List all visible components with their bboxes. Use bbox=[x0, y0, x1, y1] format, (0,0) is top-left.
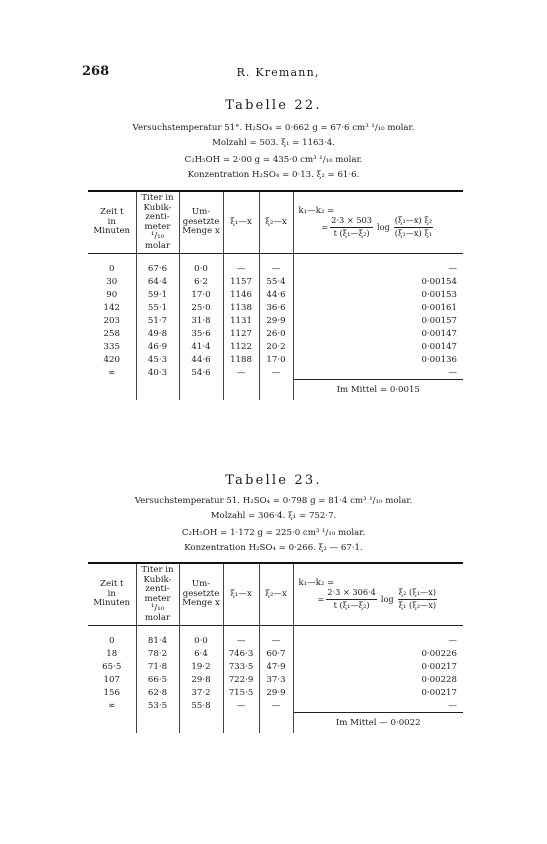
table-cell: 53·5 bbox=[136, 699, 179, 713]
col-header-converted bbox=[179, 563, 223, 626]
table-cell: 420 bbox=[103, 354, 120, 365]
page-number: 268 bbox=[82, 64, 110, 79]
formula-numerator: 2·3 × 306·4 bbox=[326, 588, 377, 600]
table-row bbox=[88, 673, 463, 686]
log-denominator: ξ₁ (ξ₂—x) bbox=[398, 599, 437, 610]
equals-sign: = bbox=[321, 221, 329, 232]
col-header-titer bbox=[136, 563, 179, 626]
table-cell: 0·00147 bbox=[293, 340, 463, 353]
table-row bbox=[88, 366, 463, 380]
table-cell: 0·00217 bbox=[293, 686, 463, 699]
table-cell: 715·5 bbox=[223, 686, 259, 699]
table-cell: 45·3 bbox=[136, 353, 179, 366]
formula-fraction bbox=[330, 216, 373, 238]
col-header-xi1-minus-x: ξ₁—x bbox=[223, 191, 259, 254]
table-cell: 90 bbox=[106, 289, 118, 300]
table-cell bbox=[136, 380, 179, 401]
table-cell: 37·3 bbox=[259, 673, 293, 686]
table-cell: — bbox=[223, 634, 259, 647]
spacer-cell bbox=[136, 254, 179, 263]
data-table-22 bbox=[88, 190, 463, 400]
table-cell: 733·5 bbox=[223, 660, 259, 673]
table-cell: 59·1 bbox=[136, 288, 179, 301]
table-row bbox=[88, 314, 463, 327]
table-title-23: Tabelle 23. bbox=[225, 473, 322, 488]
table-cell: 1127 bbox=[223, 327, 259, 340]
table-cell: 44·6 bbox=[259, 288, 293, 301]
table-cell: 258 bbox=[103, 328, 120, 339]
conditions-line-4: Konzentration H₂SO₄ = 0·13. ξ₂ = 61·6. bbox=[187, 170, 360, 180]
conditions-line-3: C₂H₅OH = 2·00 g = 435·0 cm³ ¹/₁₀ molar. bbox=[184, 155, 363, 165]
header-line: meter bbox=[144, 221, 171, 232]
spacer-row bbox=[88, 626, 463, 635]
col-header-converted bbox=[179, 191, 223, 254]
table-cell: 65·5 bbox=[102, 661, 122, 672]
table-cell: 0·00228 bbox=[293, 673, 463, 686]
table-cell: 66·5 bbox=[136, 673, 179, 686]
col-header-xi1-minus-x: ξ₁—x bbox=[223, 563, 259, 626]
header-line: Kubik- bbox=[143, 574, 172, 585]
conditions-line-2: Molzahl = 306·4. ξ₁ = 752·7. bbox=[210, 511, 337, 521]
mean-value: Im Mittel = 0·0015 bbox=[293, 380, 463, 401]
table-cell bbox=[136, 713, 179, 734]
spacer-cell bbox=[259, 626, 293, 635]
mean-row bbox=[88, 713, 463, 734]
table-cell bbox=[88, 713, 136, 734]
table-row bbox=[88, 275, 463, 288]
page-header bbox=[82, 64, 474, 84]
table-cell: 1138 bbox=[223, 301, 259, 314]
table-cell: 0·00157 bbox=[293, 314, 463, 327]
header-line: zenti- bbox=[145, 584, 170, 594]
table-cell: 17·0 bbox=[179, 288, 223, 301]
table-row bbox=[88, 262, 463, 275]
table-cell: 203 bbox=[103, 315, 120, 326]
spacer-cell bbox=[223, 626, 259, 635]
table-cell: 1188 bbox=[223, 353, 259, 366]
table-cell: 335 bbox=[103, 341, 120, 352]
table-cell bbox=[223, 380, 259, 401]
conditions-line-1: Versuchstemperatur 51°. H₂SO₄ = 0·662 g = 67·6 cm³ ¹/₁₀ molar. bbox=[132, 123, 415, 133]
table-cell bbox=[259, 380, 293, 401]
log-fraction bbox=[394, 216, 433, 238]
table-cell: — bbox=[259, 634, 293, 647]
log-fraction bbox=[398, 588, 437, 610]
table-cell: 44·6 bbox=[179, 353, 223, 366]
table-cell: 0·00154 bbox=[293, 275, 463, 288]
header-line: Minuten bbox=[93, 226, 131, 237]
header-line: zenti- bbox=[145, 212, 170, 222]
conditions-line-1: Versuchstemperatur 51. H₂SO₄ = 0·798 g = 81·4 cm³ ¹/₁₀ molar. bbox=[134, 496, 413, 506]
col-header-time bbox=[88, 191, 136, 254]
header-line: Titer in bbox=[141, 565, 174, 575]
table-row bbox=[88, 327, 463, 340]
spacer-cell bbox=[179, 626, 223, 635]
log-numerator: ξ₂ (ξ₁—x) bbox=[398, 588, 437, 600]
log-symbol: log bbox=[380, 593, 394, 604]
table-cell: — bbox=[293, 366, 463, 380]
table-cell bbox=[223, 713, 259, 734]
table-cell: 0·00226 bbox=[293, 647, 463, 660]
table-cell: 37·2 bbox=[179, 686, 223, 699]
table-cell: 36·6 bbox=[259, 301, 293, 314]
table-cell: 40·3 bbox=[136, 366, 179, 380]
conditions-line-2: Molzahl = 503. ξ₁ = 1163·4. bbox=[212, 138, 335, 148]
table-cell: 0 bbox=[109, 263, 115, 274]
table-cell: 26·0 bbox=[259, 327, 293, 340]
col-header-xi2-minus-x: ξ₂—x bbox=[259, 563, 293, 626]
data-table-23 bbox=[88, 562, 463, 733]
header-line: Zeit t bbox=[100, 207, 124, 218]
header-line: Minuten bbox=[93, 598, 131, 609]
table-cell: 17·0 bbox=[259, 353, 293, 366]
spacer-cell bbox=[293, 626, 463, 635]
table-cell: 0·00136 bbox=[293, 353, 463, 366]
table-cell bbox=[88, 380, 136, 401]
header-line: in bbox=[107, 216, 116, 227]
table-cell: 19·2 bbox=[179, 660, 223, 673]
table-row bbox=[88, 647, 463, 660]
table-cell: 41·4 bbox=[179, 340, 223, 353]
table-row bbox=[88, 353, 463, 366]
table-cell: 107 bbox=[103, 674, 120, 685]
table-cell: 62·8 bbox=[136, 686, 179, 699]
formula-numerator: 2·3 × 503 bbox=[330, 216, 373, 228]
table-cell: 722·9 bbox=[223, 673, 259, 686]
table-cell: ∞ bbox=[108, 367, 116, 378]
table-cell: 51·7 bbox=[136, 314, 179, 327]
table-row bbox=[88, 340, 463, 353]
header-line: ¹/₁₀ molar bbox=[144, 231, 171, 251]
table-cell: 0·00161 bbox=[293, 301, 463, 314]
header-line: Titer in bbox=[141, 193, 174, 203]
table-cell: — bbox=[293, 634, 463, 647]
table-cell: — bbox=[223, 262, 259, 275]
table-cell: — bbox=[223, 699, 259, 713]
table-cell: 746·3 bbox=[223, 647, 259, 660]
table-cell: 29·9 bbox=[259, 686, 293, 699]
table-cell: — bbox=[293, 262, 463, 275]
table-cell: 67·6 bbox=[136, 262, 179, 275]
col-header-xi2-minus-x: ξ₂—x bbox=[259, 191, 293, 254]
table-cell: 49·8 bbox=[136, 327, 179, 340]
table-cell bbox=[179, 380, 223, 401]
table-body-22 bbox=[88, 254, 463, 401]
col-header-time bbox=[88, 563, 136, 626]
formula-fraction bbox=[326, 588, 377, 610]
table-row bbox=[88, 699, 463, 713]
table-cell: 0·00217 bbox=[293, 660, 463, 673]
table-cell: 1157 bbox=[223, 275, 259, 288]
table-body-23 bbox=[88, 626, 463, 734]
table-cell: 78·2 bbox=[136, 647, 179, 660]
table-cell: 30 bbox=[106, 276, 118, 287]
table-cell: 6·2 bbox=[179, 275, 223, 288]
header-line: Um- bbox=[191, 207, 211, 218]
table-header-row bbox=[88, 191, 463, 254]
table-cell: 1131 bbox=[223, 314, 259, 327]
header-line: Zeit t bbox=[100, 579, 124, 590]
conditions-line-3: C₂H₅OH = 1·172 g = 225·0 cm³ ¹/₁₀ molar. bbox=[181, 528, 366, 538]
formula-denominator: t (ξ₁—ξ₂) bbox=[333, 227, 370, 238]
table-cell: 1122 bbox=[223, 340, 259, 353]
table-cell: 1146 bbox=[223, 288, 259, 301]
header-line: meter bbox=[144, 593, 171, 604]
table-cell: — bbox=[223, 366, 259, 380]
log-denominator: (ξ₂—x) ξ₁ bbox=[394, 227, 433, 238]
spacer-row bbox=[88, 254, 463, 263]
rate-label: k₁—k₂ = bbox=[298, 577, 335, 588]
table-cell: 47·9 bbox=[259, 660, 293, 673]
table-cell: 29·8 bbox=[179, 673, 223, 686]
rate-formula bbox=[295, 588, 463, 610]
table-row bbox=[88, 686, 463, 699]
table-cell: 0·00147 bbox=[293, 327, 463, 340]
col-header-titer bbox=[136, 191, 179, 254]
table-cell: 81·4 bbox=[136, 634, 179, 647]
spacer-cell bbox=[259, 254, 293, 263]
table-row bbox=[88, 288, 463, 301]
header-line: Menge x bbox=[182, 226, 220, 237]
table-row bbox=[88, 301, 463, 314]
spacer-cell bbox=[293, 254, 463, 263]
log-symbol: log bbox=[376, 221, 390, 232]
running-head: R. Kremann, bbox=[236, 66, 320, 79]
table-cell: 55·1 bbox=[136, 301, 179, 314]
col-header-rate-constant bbox=[293, 563, 463, 626]
table-cell: 156 bbox=[103, 687, 120, 698]
table-cell: — bbox=[293, 699, 463, 713]
table-cell: 71·8 bbox=[136, 660, 179, 673]
table-cell: 18 bbox=[106, 648, 118, 659]
table-cell: 31·8 bbox=[179, 314, 223, 327]
rate-formula bbox=[295, 216, 463, 238]
log-numerator: (ξ₁—x) ξ₂ bbox=[394, 216, 433, 228]
formula-denominator: t (ξ₁—ξ₂) bbox=[333, 599, 370, 610]
table-cell: — bbox=[259, 262, 293, 275]
conditions-line-4: Konzentration H₂SO₄ = 0·266. ξ₂ — 67·1. bbox=[184, 543, 363, 553]
table-row bbox=[88, 660, 463, 673]
table-cell bbox=[179, 713, 223, 734]
table-cell: 55·8 bbox=[179, 699, 223, 713]
table-cell: 0·00153 bbox=[293, 288, 463, 301]
spacer-cell bbox=[88, 254, 136, 263]
table-cell: 60·7 bbox=[259, 647, 293, 660]
table-header-row bbox=[88, 563, 463, 626]
mean-value: Im Mittel — 0·0022 bbox=[293, 713, 463, 734]
spacer-cell bbox=[179, 254, 223, 263]
table-cell: ∞ bbox=[108, 700, 116, 711]
header-line: Menge x bbox=[182, 598, 220, 609]
table-cell: 0 bbox=[109, 635, 115, 646]
table-cell: 6·4 bbox=[179, 647, 223, 660]
header-line: Um- bbox=[191, 579, 211, 590]
spacer-cell bbox=[136, 626, 179, 635]
col-header-rate-constant bbox=[293, 191, 463, 254]
spacer-cell bbox=[88, 626, 136, 635]
table-cell: 46·9 bbox=[136, 340, 179, 353]
table-cell: 25·0 bbox=[179, 301, 223, 314]
table-cell: 0·0 bbox=[179, 262, 223, 275]
table-cell: 29·9 bbox=[259, 314, 293, 327]
header-line: in bbox=[107, 588, 116, 599]
equals-sign: = bbox=[317, 593, 325, 604]
table-cell bbox=[259, 713, 293, 734]
rate-label: k₁—k₂ = bbox=[298, 205, 335, 216]
table-cell: — bbox=[259, 366, 293, 380]
mean-row bbox=[88, 380, 463, 401]
table-cell: — bbox=[259, 699, 293, 713]
table-cell: 142 bbox=[103, 302, 120, 313]
table-cell: 64·4 bbox=[136, 275, 179, 288]
header-line: gesetzte bbox=[182, 588, 220, 599]
spacer-cell bbox=[223, 254, 259, 263]
table-cell: 0·0 bbox=[179, 634, 223, 647]
header-line: Kubik- bbox=[143, 202, 172, 213]
header-line: ¹/₁₀ molar bbox=[144, 603, 171, 623]
table-cell: 55·4 bbox=[259, 275, 293, 288]
table-cell: 54·6 bbox=[179, 366, 223, 380]
table-cell: 35·6 bbox=[179, 327, 223, 340]
table-cell: 20·2 bbox=[259, 340, 293, 353]
table-title-22: Tabelle 22. bbox=[225, 98, 322, 113]
header-line: gesetzte bbox=[182, 216, 220, 227]
table-row bbox=[88, 634, 463, 647]
